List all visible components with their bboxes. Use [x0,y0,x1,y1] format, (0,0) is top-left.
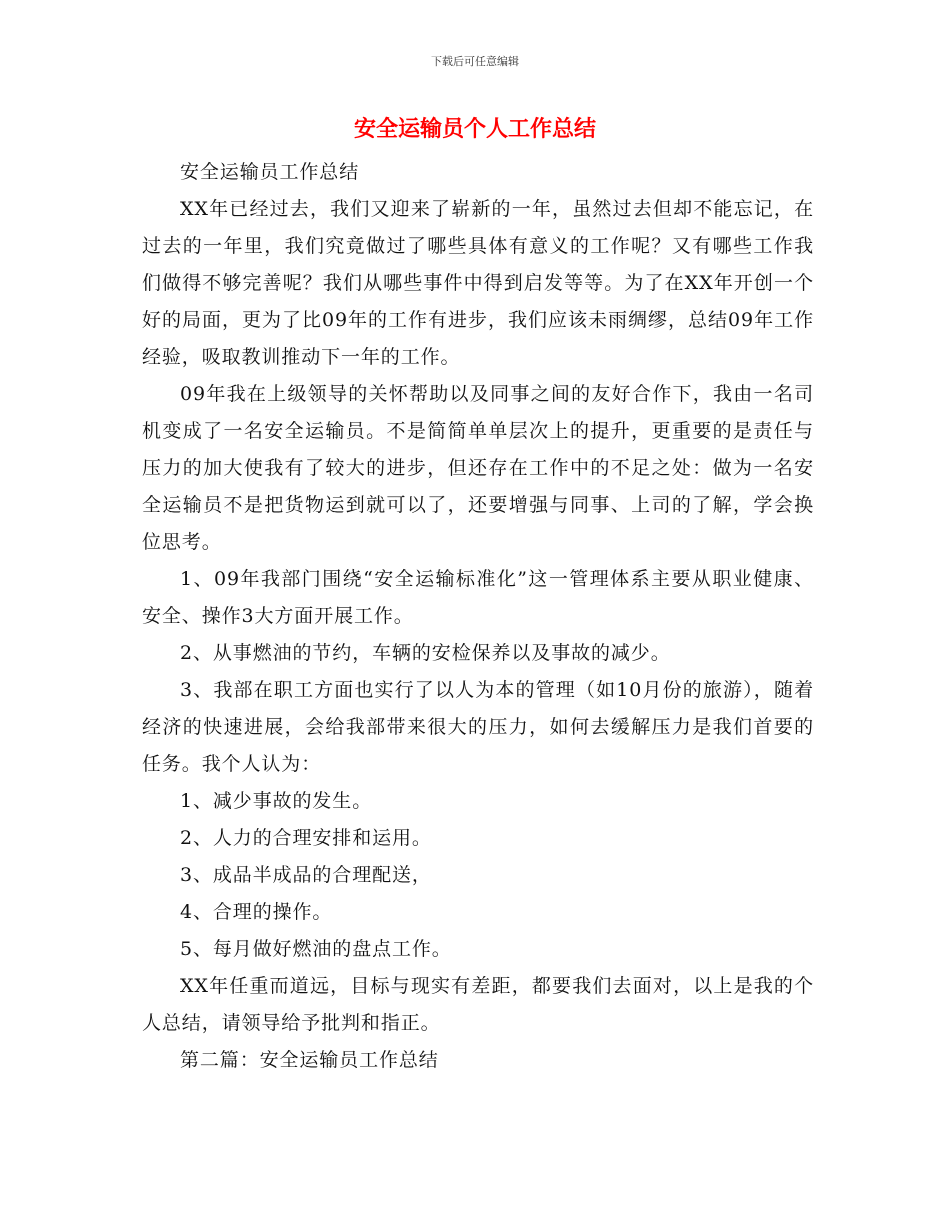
opinion-item-5: 5、每月做好燃油的盘点工作。 [180,938,452,960]
promotion-paragraph: 09年我在上级领导的关怀帮助以及同事之间的友好合作下，我由一名司机变成了一名安全运输员。不是简简单单层次上的提升，更重要的是责任与压力的加大使我有了较大的进步，但还存在工作中的不足之处：做为一名安全运输员不是把货物运到就可以了，还要增强与同事、上司的了解，学会换位思考。 [142,383,814,553]
document-title: 安全运输员个人工作总结 [353,117,596,142]
subtitle-paragraph: 安全运输员工作总结 [180,161,360,183]
opinion-item-2: 2、人力的合理安排和运用。 [180,827,432,849]
work-item-2: 2、从事燃油的节约，车辆的安检保养以及事故的减少。 [180,642,671,664]
closing-paragraph: XX年任重而道远，目标与现实有差距，都要我们去面对，以上是我的个人总结，请领导给予批判和指正。 [142,975,814,1034]
opinion-item-3: 3、成品半成品的合理配送， [180,864,432,886]
work-item-1: 1、09年我部门围绕“安全运输标准化”这一管理体系主要从职业健康、安全、操作3大方面开展工作。 [142,568,814,627]
page-header-note: 下载后可任意编辑 [431,55,519,68]
opinion-item-4: 4、合理的操作。 [180,901,333,923]
intro-paragraph: XX年已经过去，我们又迎来了崭新的一年，虽然过去但却不能忘记，在过去的一年里，我们究竟做过了哪些具体有意义的工作呢？又有哪些工作我们做得不够完善呢？我们从哪些事件中得到启发等等。为了在XX年开创一个好的局面，更为了比09年的工作有进步，我们应该未雨绸缪，总结09年工作经验，吸取教训推动下一年的工作。 [142,198,814,368]
document-body [142,154,814,1079]
second-section-heading: 第二篇：安全运输员工作总结 [180,1049,439,1071]
work-item-3: 3、我部在职工方面也实行了以人为本的管理（如10月份的旅游），随着经济的快速进展，会给我部带来很大的压力，如何去缓解压力是我们首要的任务。我个人认为： [142,679,814,775]
opinion-item-1: 1、减少事故的发生。 [180,790,373,812]
